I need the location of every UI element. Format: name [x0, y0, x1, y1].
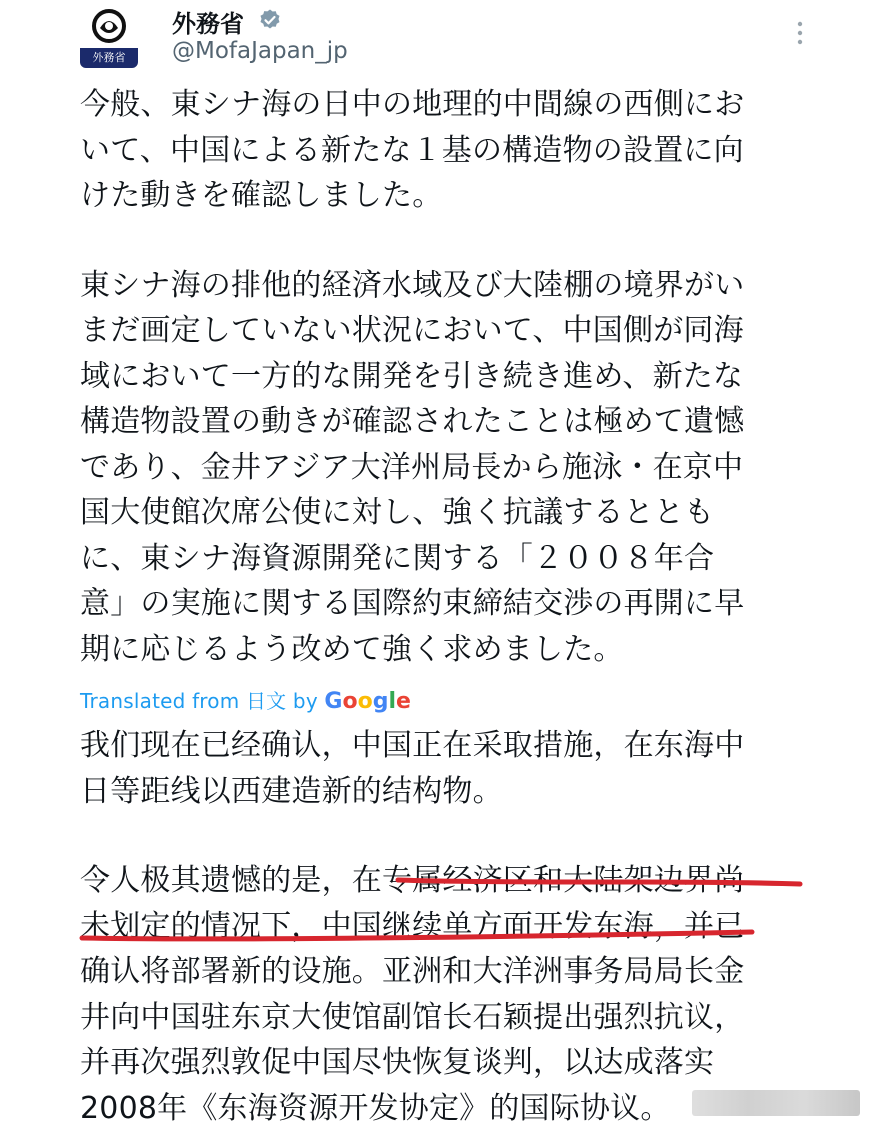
- original-paragraph-2: 東シナ海の排他的経済水域及び大陸棚の境界がい まだ画定していない状況において、中国側が同海 域において一方的な開発を引き続き進め、新たな 構造物設置の動きが確認されたことは極めて遺憾 であり、金井アジア大洋州局長から施泳・在京中 国大使館次席公使に対し、強く抗議するととも に、東シナ海資源開発に関する「２００８年合 意」の実施に関する国際約束締結交渉の再開に早 期に応じるよう改めて強く求めました。: [80, 267, 745, 667]
- account-handle[interactable]: @MofaJapan_jp: [172, 38, 348, 64]
- translation-attribution[interactable]: [80, 686, 800, 717]
- translation-label-by: by: [286, 689, 325, 713]
- blurred-watermark: [692, 1090, 860, 1116]
- translated-paragraph-1: 我们现在已经确认，中国正在采取措施，在东海中 日等距线以西建造新的结构物。: [80, 728, 745, 809]
- paragraph-gap: [80, 219, 800, 263]
- display-name[interactable]: 外務省: [172, 10, 244, 38]
- translation-source-language: 日文: [245, 689, 287, 713]
- paragraph-gap: [80, 814, 800, 858]
- post-header: [0, 0, 870, 80]
- post-body: [80, 82, 800, 1131]
- verified-badge-icon: [258, 8, 282, 32]
- avatar[interactable]: [80, 6, 138, 68]
- original-paragraph-1: 今般、東シナ海の日中の地理的中間線の西側にお いて、中国による新たな１基の構造物の設置に向 けた動きを確認しました。: [80, 87, 745, 213]
- ministry-emblem-icon: [91, 8, 127, 48]
- avatar-label: 外務省: [80, 48, 138, 68]
- more-options-icon[interactable]: [792, 18, 808, 48]
- google-logo: Google: [324, 689, 411, 714]
- translation-label-prefix: Translated from: [80, 689, 246, 713]
- translated-paragraph-2: 令人极其遗憾的是，在专属经济区和大陆架边界尚 未划定的情况下，中国继续单方面开发东海，并已 确认将部署新的设施。亚洲和大洋洲事务局局长金 井向中国驻东京大使馆副馆长石颖提出强烈抗议， 并再次强烈敦促中国尽快恢复谈判，以达成落实 2008年《东海资源开发协定》的国际协议。: [80, 863, 745, 1126]
